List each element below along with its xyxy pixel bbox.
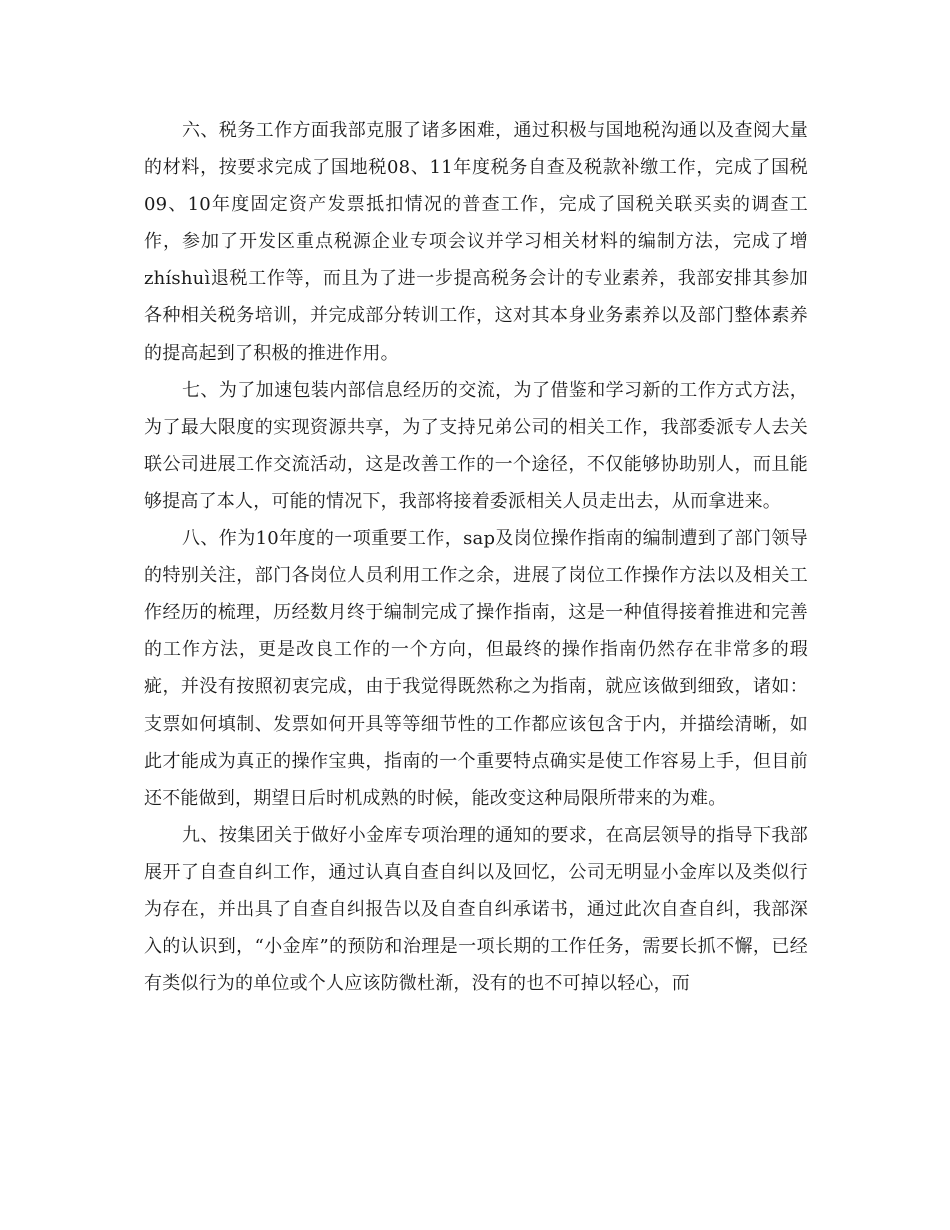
- paragraph-operation-guide: 八、作为10年度的一项重要工作，sap及岗位操作指南的编制遭到了部门领导的特别关注，部门各岗位人员利用工作之余，进展了岗位工作操作方法以及相关工作经历的梳理，历经数月终于编制完成了操作指南，这是一种值得接着推进和完善的工作方法，更是改良工作的一个方向，但最终的操作指南仍然存在非常多的瑕疵，并没有按照初衷完成，由于我觉得既然称之为指南，就应该做到细致，诸如：支票如何填制、发票如何开具等等细节性的工作都应该包含于内，并描绘清晰，如此才能成为真正的操作宝典，指南的一个重要特点确实是使工作容易上手，但目前还不能做到，期望日后时机成熟的时候，能改变这种局限所带来的为难。: [144, 528, 808, 809]
- paragraph-small-treasury: 九、按集团关于做好小金库专项治理的通知的要求，在高层领导的指导下我部展开了自查自纠工作，通过认真自查自纠以及回忆，公司无明显小金库以及类似行为存在，并出具了自查自纠报告以及自查自纠承诺书，通过此次自查自纠，我部深入的认识到，“小金库”的预防和治理是一项长期的工作任务，需要长抓不懈，已经有类似行为的单位或个人应该防微杜渐，没有的也不可掉以轻心，而: [144, 824, 808, 995]
- paragraph-tax-work: 六、税务工作方面我部克服了诸多困难，通过积极与国地税沟通以及查阅大量的材料，按要求完成了国地税08、11年度税务自查及税款补缴工作，完成了国税09、10年度固定资产发票抵扣情况的普查工作，完成了国税关联买卖的调查工作，参加了开发区重点税源企业专项会议并学习相关材料的编制方法，完成了增zhíshuì退税工作等，而且为了进一步提高税务会计的专业素养，我部安排其参加各种相关税务培训，并完成部分转训工作，这对其本身业务素养以及部门整体素养的提高起到了积极的推进作用。: [144, 120, 808, 364]
- document-body: [144, 112, 808, 1002]
- paragraph-info-exchange: 七、为了加速包装内部信息经历的交流，为了借鉴和学习新的工作方式方法，为了最大限度的实现资源共享，为了支持兄弟公司的相关工作，我部委派专人去关联公司进展工作交流活动，这是改善工作的一个途径，不仅能够协助别人，而且能够提高了本人，可能的情况下，我部将接着委派相关人员走出去，从而拿进来。: [144, 379, 808, 512]
